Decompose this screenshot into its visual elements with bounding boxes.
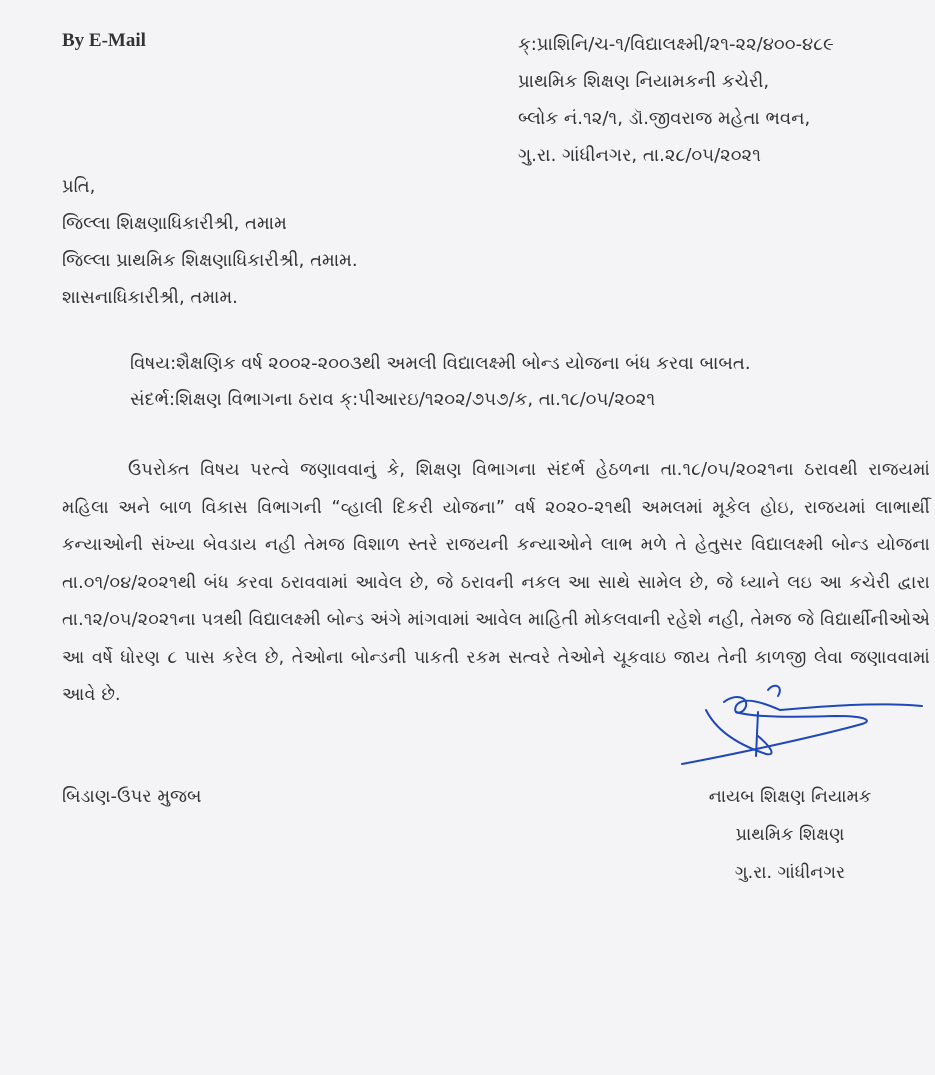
- body-paragraph: ઉપરોક્ત વિષય પરત્વે જણાવવાનું કે, શિક્ષણ વિભાગના સંદર્ભ હેઠળના તા.૧૮/૦૫/૨૦૨૧ના ઠરાવથી રાજયમાં મહિલા અને બાળ વિકાસ વિભાગની “વ્હાલી દિકરી યોજના” વર્ષ ૨૦૨૦-૨૧થી અમલમાં મૂકેલ હોઇ, રાજયમાં લાભાર્થી કન્યાઓની સંખ્યા બેવડાય નહી તેમજ વિશાળ સ્તરે રાજયની કન્યાઓને લાભ મળે તે હેતુસર વિદ્યાલક્ષ્મી બોન્ડ યોજના તા.૦૧/૦૪/૨૦૨૧થી બંધ કરવા ઠરાવવામાં આવેલ છે, જે ઠરાવની નકલ આ સાથે સામેલ છે, જે ધ્યાને લઇ આ કચેરી દ્વારા તા.૧૨/૦૫/૨૦૨૧ના પત્રથી વિદ્યાલક્ષ્મી બોન્ડ અંગે માંગવામાં આવેલ માહિતી મોકલવાની રહેશે નહી, તેમજ જે વિદ્યાર્થીનીઓએ આ વર્ષે ધોરણ ૮ પાસ કરેલ છે, તેઓના બોન્ડની પાકતી રકમ સત્વરે તેઓને ચૂકવાઇ જાય તેની કાળજી લેવા જણાવવામાં આવે છે.: [62, 460, 930, 705]
- signatory-location: ગુ.રા. ગાંધીનગર: [734, 863, 846, 883]
- office-line: બ્લોક નં.૧૨/૧, ડૉ.જીવરાજ મહેતા ભવન,: [518, 108, 811, 129]
- office-line: પ્રાથમિક શિક્ષણ નિયામકની કચેરી,: [518, 71, 770, 92]
- subject-block: [130, 346, 751, 418]
- recipient-line: શાસનાધિકારીશ્રી, તમામ.: [62, 287, 238, 308]
- salutation: પ્રતિ,: [62, 176, 96, 197]
- office-address-block: [518, 26, 834, 174]
- reference-number: ક્:પ્રાશિનિ/ચ-૧/વિદ્યાલક્ષ્મી/૨૧-૨૨/૪૦૦-૪૮૯: [518, 34, 834, 55]
- recipient-line: જિલ્લા પ્રાથમિક શિક્ષણાધિકારીશ્રી, તમામ.: [62, 250, 358, 271]
- signature-icon: [676, 672, 926, 772]
- recipient-line: જિલ્લા શિક્ષણાધિકારીશ્રી, તમામ: [62, 213, 287, 234]
- email-label: By E-Mail: [62, 30, 146, 51]
- office-date-line: ગુ.રા. ગાંધીનગર, તા.૨૮/૦૫/૨૦૨૧: [518, 145, 761, 166]
- signatory-block: [690, 778, 890, 892]
- subject-line: વિષય:શૈક્ષણિક વર્ષ ૨૦૦૨-૨૦૦૩થી અમલી વિદ્યાલક્ષ્મી બોન્ડ યોજના બંધ કરવા બાબત.: [130, 353, 751, 374]
- signatory-department: પ્રાથમિક શિક્ષણ: [735, 825, 845, 845]
- signatory-designation: નાયબ શિક્ષણ નિયામક: [708, 787, 872, 807]
- enclosure-note: બિડાણ-ઉપર મુજબ: [62, 786, 202, 807]
- reference-line: સંદર્ભ:શિક્ષણ વિભાગના ઠરાવ ક્:પીઆરઇ/૧૨૦૨/૭૫૭/ક, તા.૧૮/૦૫/૨૦૨૧: [130, 389, 656, 410]
- recipients-block: [62, 168, 358, 316]
